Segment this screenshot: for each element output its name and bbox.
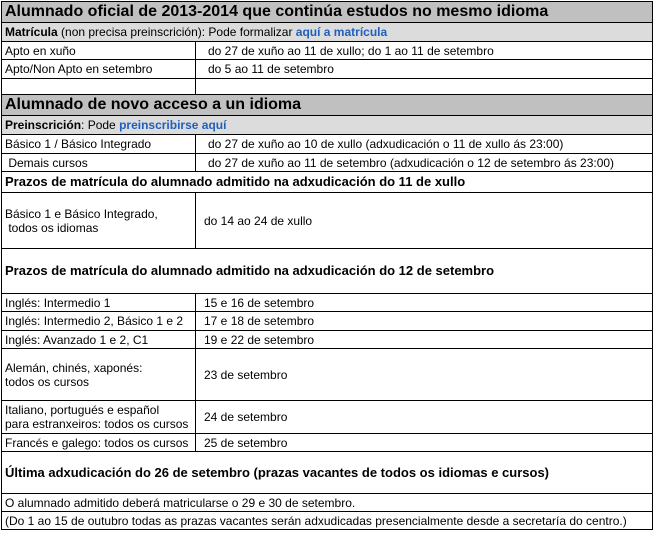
prazos1-heading-row bbox=[2, 172, 653, 193]
matricula-link[interactable]: aquí a matrícula bbox=[295, 25, 388, 39]
prazos1-heading: Prazos de matrícula do alumnado admitido na adxudicación do 11 de xullo bbox=[2, 172, 653, 193]
row-label: Inglés: Avanzado 1 e 2, C1 bbox=[2, 331, 196, 349]
row-value: 24 de setembro bbox=[196, 401, 653, 434]
row-value: 17 e 18 de setembro bbox=[196, 312, 653, 331]
row-label: Básico 1 / Básico Integrado bbox=[2, 135, 196, 154]
section2-title: Alumnado de novo acceso a un idioma bbox=[2, 95, 653, 116]
preinscricion-label: Preinscrición bbox=[5, 118, 82, 132]
preinscricion-text: : Pode bbox=[81, 118, 120, 132]
section2-header-row bbox=[2, 95, 653, 116]
note-text: (Do 1 ao 15 de outubro todas as prazas vacantes serán adxudicadas presencialmente desde a secretaría do centro.) bbox=[2, 512, 653, 530]
ultima-heading-row bbox=[2, 452, 653, 494]
section1-title: Alumnado oficial de 2013-2014 que continúa estudos no mesmo idioma bbox=[2, 2, 653, 23]
table-row bbox=[2, 331, 653, 349]
row-label-line: Italiano, portugués e español bbox=[5, 403, 160, 417]
enrollment-table bbox=[1, 1, 653, 530]
row-label-line: para estranxeiros: todos os cursos bbox=[5, 417, 189, 431]
row-value: do 27 de xuño ao 10 de xullo (adxudicación o 11 de xullo ás 23:00) bbox=[196, 135, 653, 154]
table-row bbox=[2, 312, 653, 331]
preinscricion-row bbox=[2, 116, 653, 135]
spacer-cell bbox=[196, 79, 653, 95]
row-value: 19 e 22 de setembro bbox=[196, 331, 653, 349]
ultima-heading: Última adxudicación do 26 de setembro (prazas vacantes de todos os idiomas e cursos) bbox=[2, 452, 653, 494]
table-row bbox=[2, 42, 653, 60]
table-row bbox=[2, 135, 653, 154]
table-row bbox=[2, 349, 653, 401]
row-label: Apto en xuño bbox=[2, 42, 196, 60]
table-row bbox=[2, 60, 653, 79]
prazos2-heading-row bbox=[2, 249, 653, 294]
preinscricion-link[interactable]: preinscribirse aquí bbox=[119, 118, 227, 132]
row-label: Inglés: Intermedio 1 bbox=[2, 294, 196, 312]
matricula-label: Matrícula bbox=[5, 25, 58, 39]
spacer-row bbox=[2, 79, 653, 95]
row-label bbox=[2, 349, 196, 401]
row-label-line: Alemán, chinés, xaponés: bbox=[5, 360, 143, 375]
row-value: 25 de setembro bbox=[196, 434, 653, 452]
row-value: do 14 ao 24 de xullo bbox=[196, 193, 653, 249]
row-label: Inglés: Intermedio 2, Básico 1 e 2 bbox=[2, 312, 196, 331]
note-row bbox=[2, 494, 653, 512]
matricula-row bbox=[2, 23, 653, 42]
prazos2-heading: Prazos de matrícula do alumnado admitido na adxudicación do 12 de setembro bbox=[2, 249, 653, 294]
row-value: do 27 de xuño ao 11 de setembro (adxudicación o 12 de setembro ás 23:00) bbox=[196, 154, 653, 172]
row-value: 23 de setembro bbox=[196, 349, 653, 401]
matricula-cell bbox=[2, 23, 653, 42]
row-label: Apto/Non Apto en setembro bbox=[2, 60, 196, 79]
row-label-line: todos os idiomas bbox=[5, 220, 99, 235]
table-row bbox=[2, 154, 653, 172]
row-label: Demais cursos bbox=[2, 154, 196, 172]
table-row bbox=[2, 434, 653, 452]
table-row bbox=[2, 193, 653, 249]
row-value: 15 e 16 de setembro bbox=[196, 294, 653, 312]
row-label-line: Básico 1 e Básico Integrado, bbox=[5, 206, 158, 221]
row-value: do 5 ao 11 de setembro bbox=[196, 60, 653, 79]
row-label bbox=[2, 401, 196, 434]
row-label bbox=[2, 193, 196, 249]
note-row bbox=[2, 512, 653, 530]
row-label: Francés e galego: todos os cursos bbox=[2, 434, 196, 452]
row-label-line: todos os cursos bbox=[5, 374, 90, 389]
table-row bbox=[2, 294, 653, 312]
section1-header-row bbox=[2, 2, 653, 23]
matricula-text: (non precisa preinscrición): Pode formalizar bbox=[57, 25, 296, 39]
spacer-cell bbox=[2, 79, 196, 95]
preinscricion-cell bbox=[2, 116, 653, 135]
note-text: O alumnado admitido deberá matricularse o 29 e 30 de setembro. bbox=[2, 494, 653, 512]
table-row bbox=[2, 401, 653, 434]
row-value: do 27 de xuño ao 11 de xullo; do 1 ao 11 de setembro bbox=[196, 42, 653, 60]
